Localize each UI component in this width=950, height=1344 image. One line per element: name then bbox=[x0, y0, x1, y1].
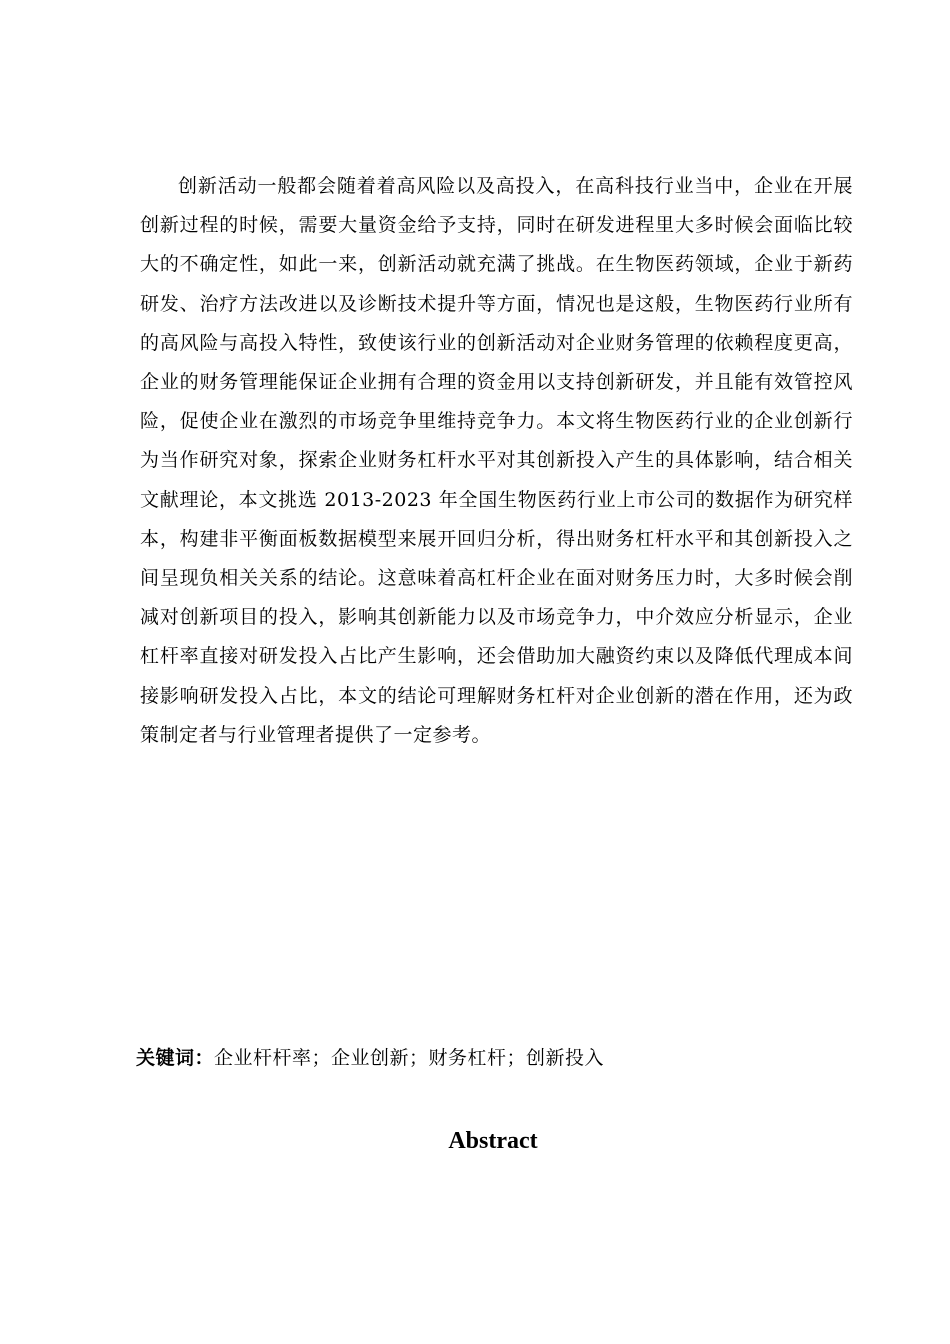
abstract-body-text: 创新活动一般都会随着着高风险以及高投入，在高科技行业当中，企业在开展创新过程的时候，需要大量资金给予支持，同时在研发进程里大多时候会面临比较大的不确定性，如此一来，创新活动就充满了挑战。在生物医药领域，企业于新药研发、治疗方法改进以及诊断技术提升等方面，情况也是这般，生物医药行业所有的高风险与高投入特性，致使该行业的创新活动对企业财务管理的依赖程度更高，企业的财务管理能保证企业拥有合理的资金用以支持创新研发，并且能有效管控风险，促使企业在激烈的市场竞争里维持竞争力。本文将生物医药行业的企业创新行为当作研究对象，探索企业财务杠杆水平对其创新投入产生的具体影响，结合相关文献理论，本文挑选 2013-2023 年全国生物医药行业上市公司的数据作为研究样本，构建非平衡面板数据模型来展开回归分析，得出财务杠杆水平和其创新投入之间呈现负相关关系的结论。这意味着高杠杆企业在面对财务压力时，大多时候会削减对创新项目的投入，影响其创新能力以及市场竞争力，中介效应分析显示，企业杠杆率直接对研发投入占比产生影响，还会借助加大融资约束以及降低代理成本间接影响研发投入占比，本文的结论可理解财务杠杆对企业创新的潜在作用，还为政策制定者与行业管理者提供了一定参考。 bbox=[140, 175, 853, 746]
keywords-text: 企业杆杆率；企业创新；财务杠杆；创新投入 bbox=[214, 1047, 605, 1069]
english-abstract-heading: Abstract bbox=[448, 1128, 538, 1154]
keywords-line bbox=[136, 1043, 856, 1073]
keywords-label: 关键词： bbox=[136, 1047, 215, 1069]
